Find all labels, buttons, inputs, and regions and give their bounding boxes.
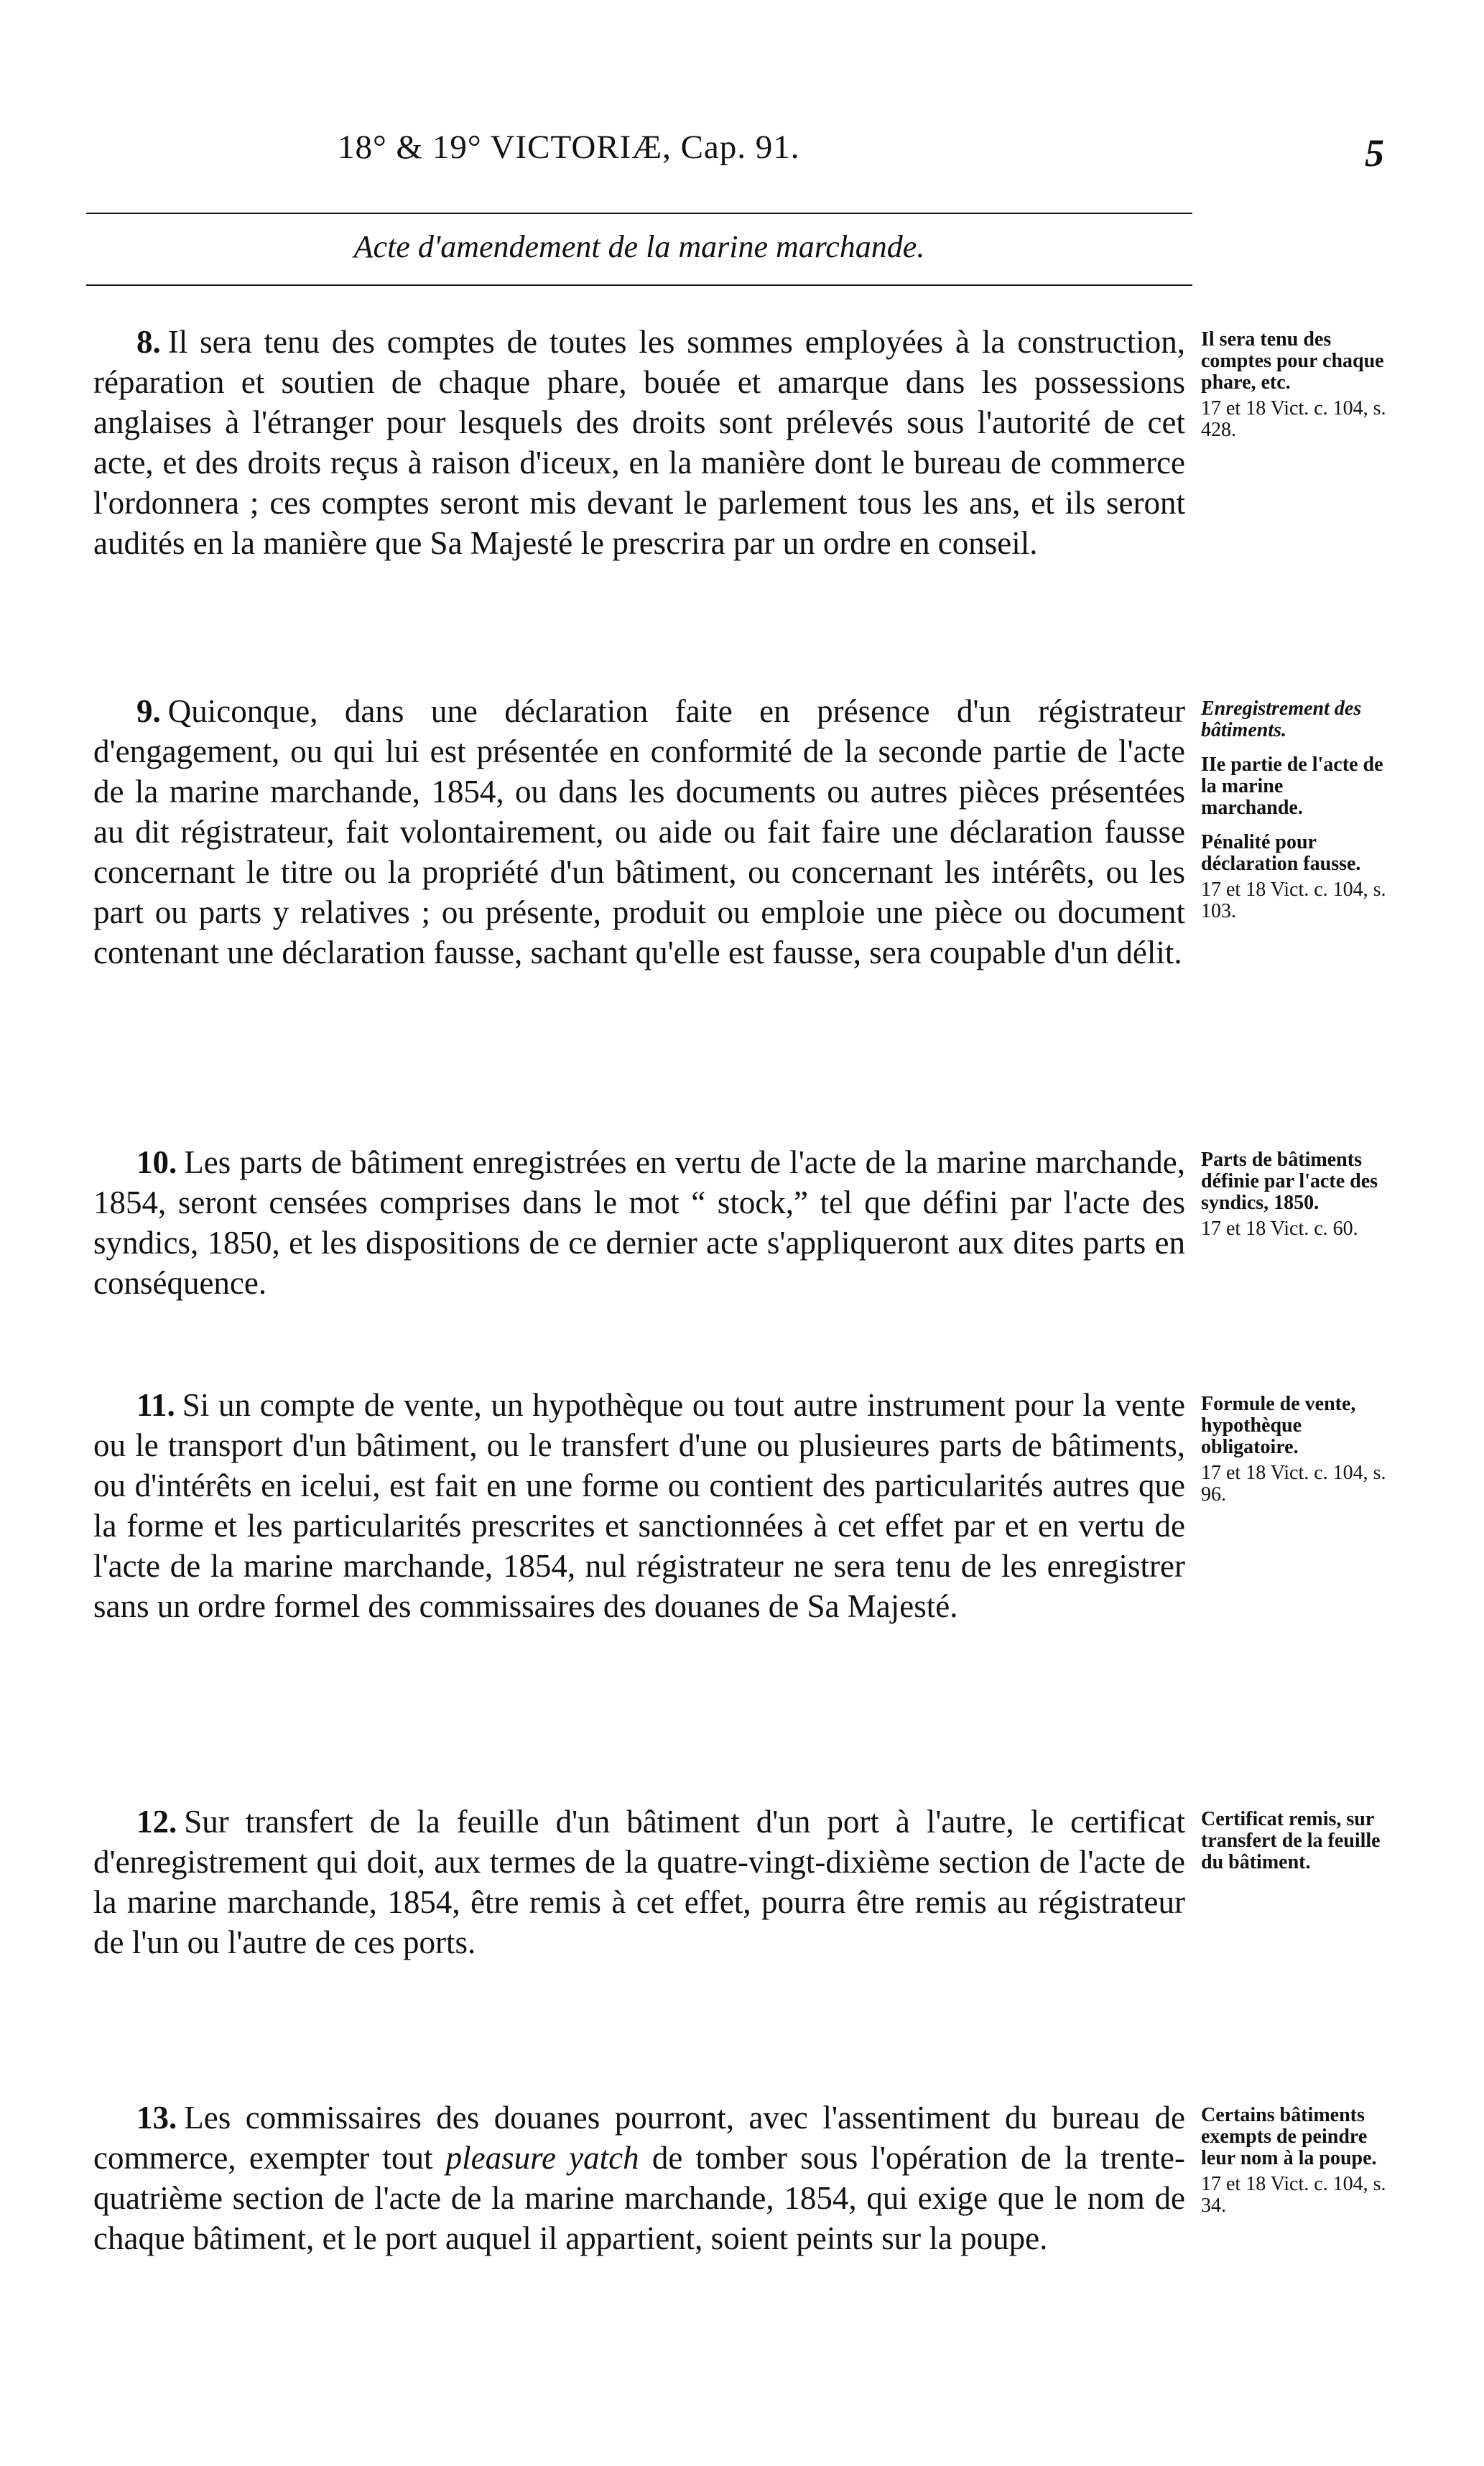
margin-note-text: Formule de vente, hypothèque obligatoire. bbox=[1201, 1393, 1356, 1458]
bottom-rule bbox=[86, 284, 1192, 286]
section-number: 8. bbox=[136, 324, 161, 360]
margin-note-text: Parts de bâtiments définie par l'acte des syndics, 1850. bbox=[1201, 1149, 1378, 1214]
section-number: 13. bbox=[136, 2100, 177, 2136]
section-text: Il sera tenu des comptes de toutes les sommes employées à la construction, réparation et soutien de chaque phare, bouée et amarque dans les possessions anglaises à l'étranger pour lesquels des droits sont prélevés sous l'autorité de cet acte, et des droits reçus à raison d'iceux, en la manière dont le bureau de commerce l'ordonnera ; ces comptes seront mis devant le parlement tous les ans, et ils seront audités en la manière que Sa Majesté le prescrira par un ordre en conseil. bbox=[93, 324, 1185, 561]
margin-note-12 bbox=[1201, 1809, 1388, 1873]
running-title: 18° & 19° VICTORIÆ, Cap. 91. bbox=[338, 129, 800, 166]
section-number: 11. bbox=[136, 1387, 175, 1423]
section-text-italic: pleasure yatch bbox=[445, 2140, 639, 2176]
section-text: Sur transfert de la feuille d'un bâtiment d'un port à l'autre, le certificat d'enregistrement qui doit, aux termes de la quatre-vingt-dixième section de l'acte de la marine marchande, 1854, être remis à cet effet, pourra être remis au régistrateur de l'un ou l'autre de ces ports. bbox=[93, 1804, 1185, 1960]
margin-note-heading: Enregistrement des bâtiments. bbox=[1201, 697, 1362, 741]
margin-note-text: Il sera tenu des comptes pour chaque phare, etc. bbox=[1201, 328, 1384, 394]
margin-note-ref: 17 et 18 Vict. c. 104, s. 34. bbox=[1201, 2173, 1386, 2217]
margin-note-ref: 17 et 18 Vict. c. 60. bbox=[1201, 1218, 1358, 1240]
margin-note-11 bbox=[1201, 1394, 1388, 1506]
section-text: Si un compte de vente, un hypothèque ou tout autre instrument pour la vente ou le transport d'un bâtiment, ou le transfert d'une ou plusieures parts de bâtiments, ou d'intérêts en icelui, est fait en une forme ou contient des particularités autres que la forme et les particularités prescrites et sanctionnées à cet effet par et en vertu de l'acte de la marine marchande, 1854, nul régistrateur ne sera tenu de les enregistrer sans un ordre formel des commissaires des douanes de Sa Majesté. bbox=[93, 1387, 1185, 1624]
margin-note-ref: 17 et 18 Vict. c. 104, s. 428. bbox=[1201, 397, 1386, 441]
page-number: 5 bbox=[1365, 131, 1384, 175]
section-12 bbox=[93, 1802, 1185, 1962]
section-text: Quiconque, dans une déclaration faite en présence d'un régistrateur d'engagement, ou qui lui est présentée en conformité de la seconde partie de l'acte de la marine marchande, 1854, ou dans les documents ou autres pièces présentées au dit régistrateur, fait volontairement, ou aide ou fait faire une déclaration fausse concernant le titre ou la propriété d'un bâtiment, ou concernant les intérêts, ou les part ou parts y relatives ; ou présente, produit ou emploie une pièce ou document contenant une déclaration fausse, sachant qu'elle est fausse, sera coupable d'un délit. bbox=[93, 693, 1185, 970]
section-9 bbox=[93, 691, 1185, 973]
margin-note-ref: 17 et 18 Vict. c. 104, s. 96. bbox=[1201, 1462, 1386, 1506]
section-number: 10. bbox=[136, 1144, 177, 1180]
section-number: 12. bbox=[136, 1804, 177, 1840]
margin-note-13 bbox=[1201, 2105, 1388, 2217]
margin-note-text: Certificat remis, sur transfert de la feuille du bâtiment. bbox=[1201, 1808, 1381, 1873]
section-8 bbox=[93, 322, 1185, 563]
top-rule bbox=[86, 213, 1192, 214]
section-number: 9. bbox=[136, 693, 161, 729]
margin-note-text: IIe partie de l'acte de la marine marchande. bbox=[1201, 754, 1383, 819]
section-11 bbox=[93, 1385, 1185, 1626]
section-text-before: Les commissaires des douanes pourront, avec l'assentiment du bureau de commerce, exempter tout bbox=[93, 2100, 1185, 2176]
margin-note-ref: 17 et 18 Vict. c. 104, s. 103. bbox=[1201, 879, 1386, 922]
section-text: Les parts de bâtiment enregistrées en vertu de l'acte de la marine marchande, 1854, seront censées comprises dans le mot “ stock,” tel que défini par l'acte des syndics, 1850, et les dispositions de ce dernier acte s'appliqueront aux dites parts en conséquence. bbox=[93, 1144, 1185, 1301]
section-13 bbox=[93, 2098, 1185, 2258]
margin-note-9 bbox=[1201, 698, 1388, 922]
margin-note-text: Certains bâtiments exempts de peindre leur nom à la poupe. bbox=[1201, 2104, 1377, 2169]
page-header bbox=[0, 128, 1484, 185]
act-subtitle: Acte d'amendement de la marine marchande. bbox=[353, 229, 925, 264]
section-text-after: de tomber sous l'opération de la trente-quatrième section de l'acte de la marine marchande, 1854, qui exige que le nom de chaque bâtiment, et le port auquel il appartient, soient peints sur la poupe. bbox=[93, 2140, 1185, 2256]
section-10 bbox=[93, 1142, 1185, 1303]
margin-note-10 bbox=[1201, 1149, 1388, 1240]
margin-note-text-2: Pénalité pour déclaration fausse. bbox=[1201, 831, 1361, 875]
margin-note-8 bbox=[1201, 329, 1388, 441]
